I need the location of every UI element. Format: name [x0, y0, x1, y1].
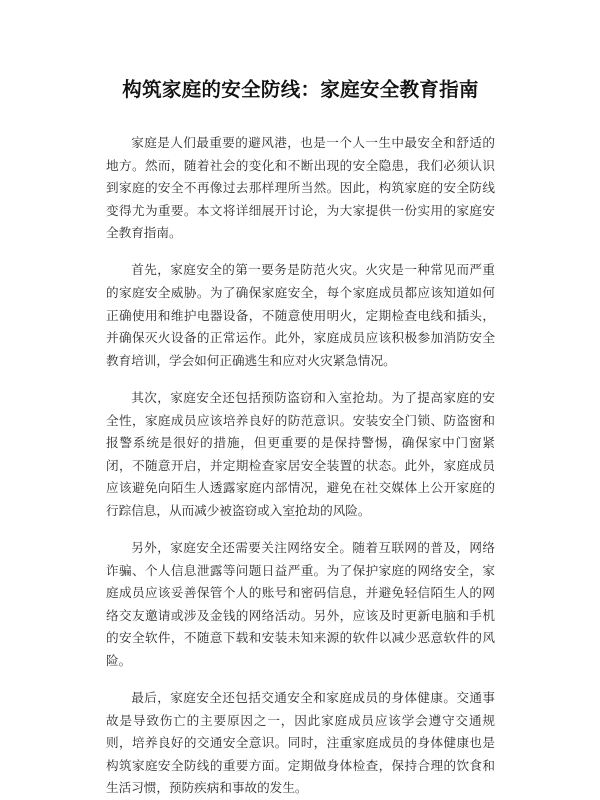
paragraph-network-security: 另外，家庭安全还需要关注网络安全。随着互联网的普及，网络诈骗、个人信息泄露等问题日益严重。为了保护家庭的网络安全，家庭成员应该妥善保管个人的账号和密码信息，并避免轻信陌生人的网络交友邀请或涉及金钱的网络活动。另外，应该及时更新电脑和手机的安全软件，不随意下载和安装未知来源的软件以减少恶意软件的风险。 — [106, 540, 495, 668]
paragraph-traffic-health: 最后，家庭安全还包括交通安全和家庭成员的身体健康。交通事故是导致伤亡的主要原因之一，因此家庭成员应该学会遵守交通规则，培养良好的交通安全意识。同时，注重家庭成员的身体健康也是构筑家庭安全防线的重要方面。定期做身体检查，保持合理的饮食和生活习惯，预防疾病和事故的发生。 — [106, 690, 495, 796]
page-title: 构筑家庭的安全防线：家庭安全教育指南 — [122, 78, 479, 101]
paragraph-theft-prevention: 其次，家庭安全还包括预防盗窃和入室抢劫。为了提高家庭的安全性，家庭成员应该培养良好的防范意识。安装安全门锁、防盗窗和报警系统是很好的措施，但更重要的是保持警惕，确保家中门窗紧闭，不随意开启，并定期检查家居安全装置的状态。此外，家庭成员应该避免向陌生人透露家庭内部情况，避免在社交媒体上公开家庭的行踪信息，从而减少被盗窃或入室抢劫的风险。 — [106, 389, 495, 518]
paragraph-intro: 家庭是人们最重要的避风港，也是一个人一生中最安全和舒适的地方。然而，随着社会的变化和不断出现的安全隐患，我们必须认识到家庭的安全不再像过去那样理所当然。因此，构筑家庭的安全防线变得尤为重要。本文将详细展开讨论，为大家提供一份实用的家庭安全教育指南。 — [106, 135, 495, 241]
paragraph-fire-safety: 首先，家庭安全的第一要务是防范火灾。火灾是一种常见而严重的家庭安全威胁。为了确保家庭安全，每个家庭成员都应该知道如何正确使用和维护电器设备，不随意使用明火，定期检查电线和插头，并确保灭火设备的正常运作。此外，家庭成员应该积极参加消防安全教育培训，学会如何正确逃生和应对火灾紧急情况。 — [106, 262, 495, 368]
